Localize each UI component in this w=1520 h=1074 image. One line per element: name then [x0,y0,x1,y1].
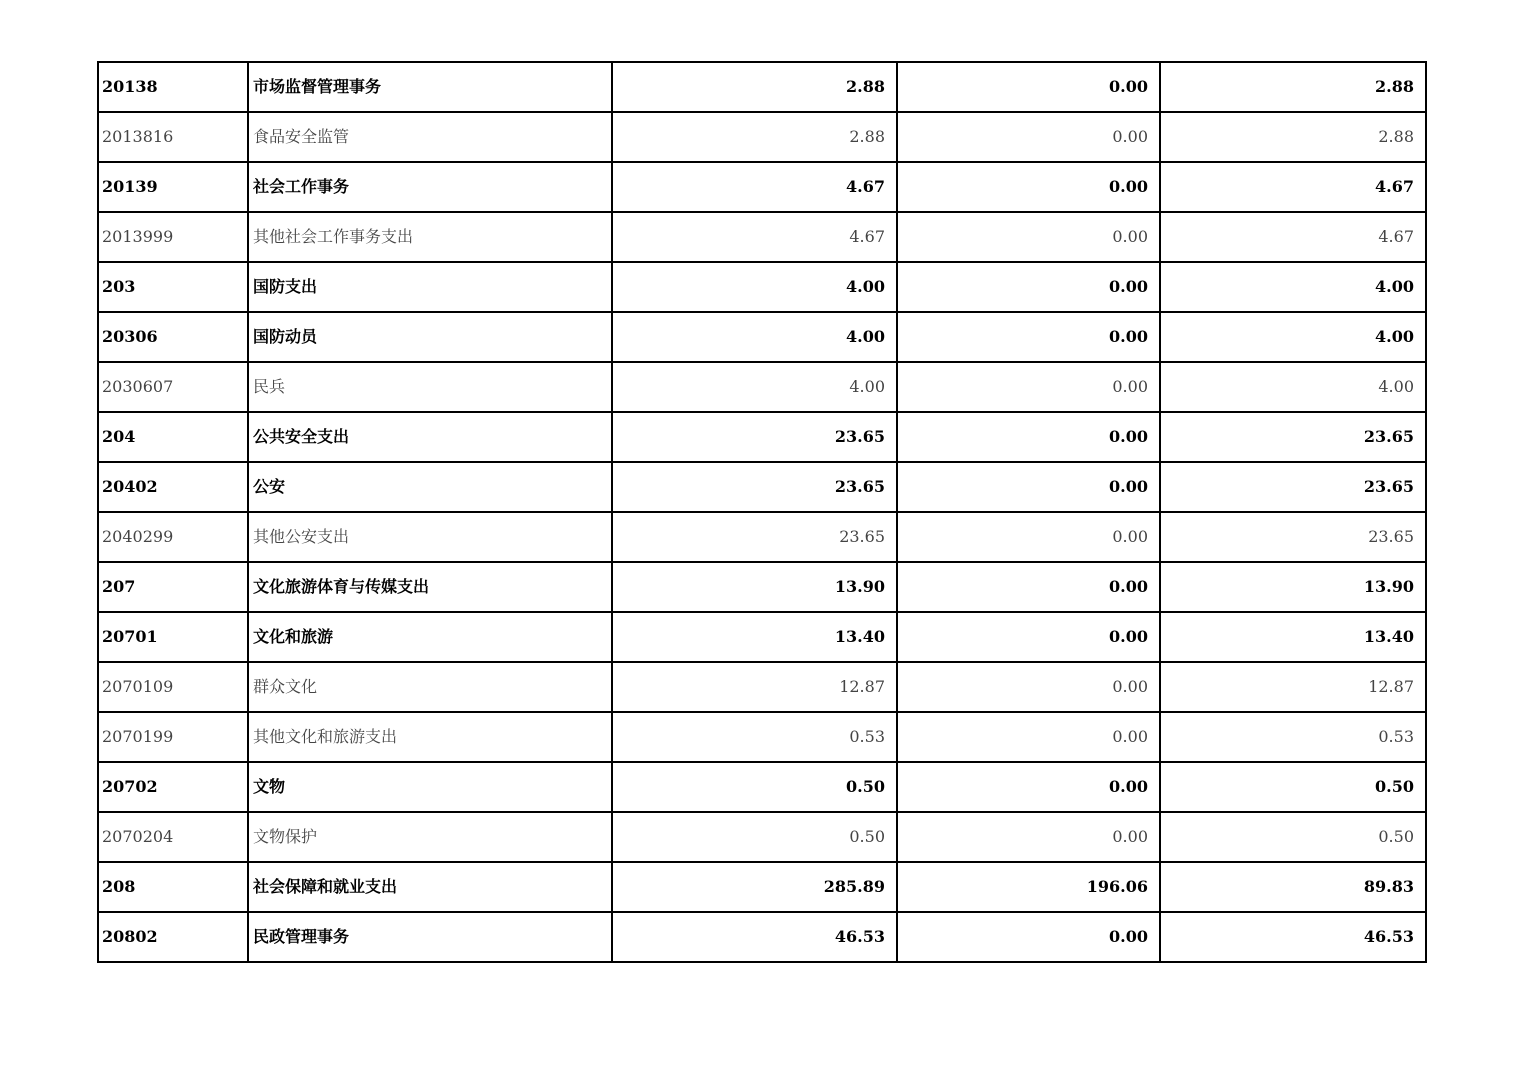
table-row [98,762,1426,812]
cell-basic: 0.00 [897,612,1160,662]
cell-basic: 0.00 [897,562,1160,612]
cell-code: 2013816 [98,112,248,162]
cell-name: 食品安全监管 [248,112,612,162]
cell-basic: 0.00 [897,462,1160,512]
cell-basic: 0.00 [897,62,1160,112]
cell-code: 20702 [98,762,248,812]
cell-total: 4.67 [612,162,897,212]
cell-total: 13.40 [612,612,897,662]
cell-code: 2013999 [98,212,248,262]
cell-basic: 0.00 [897,162,1160,212]
cell-project: 23.65 [1160,462,1426,512]
cell-total: 12.87 [612,662,897,712]
cell-code: 207 [98,562,248,612]
cell-project: 12.87 [1160,662,1426,712]
cell-total: 2.88 [612,62,897,112]
cell-name: 其他公安支出 [248,512,612,562]
cell-name: 其他文化和旅游支出 [248,712,612,762]
cell-project: 13.40 [1160,612,1426,662]
cell-code: 2040299 [98,512,248,562]
cell-basic: 0.00 [897,512,1160,562]
cell-project: 23.65 [1160,512,1426,562]
cell-basic: 0.00 [897,112,1160,162]
cell-basic: 0.00 [897,812,1160,862]
cell-name: 文化旅游体育与传媒支出 [248,562,612,612]
table-row [98,362,1426,412]
table-row [98,912,1426,962]
cell-basic: 0.00 [897,312,1160,362]
cell-total: 4.00 [612,312,897,362]
table-row [98,312,1426,362]
cell-total: 0.50 [612,762,897,812]
cell-name: 国防支出 [248,262,612,312]
budget-table [97,61,1427,963]
cell-code: 2070204 [98,812,248,862]
cell-project: 4.67 [1160,212,1426,262]
table-row [98,562,1426,612]
table-row [98,462,1426,512]
cell-project: 4.00 [1160,262,1426,312]
table-row [98,412,1426,462]
cell-code: 204 [98,412,248,462]
cell-name: 文化和旅游 [248,612,612,662]
cell-code: 20802 [98,912,248,962]
cell-code: 208 [98,862,248,912]
cell-project: 23.65 [1160,412,1426,462]
cell-total: 4.00 [612,262,897,312]
cell-project: 46.53 [1160,912,1426,962]
cell-project: 2.88 [1160,112,1426,162]
cell-code: 20701 [98,612,248,662]
table-row [98,662,1426,712]
cell-name: 群众文化 [248,662,612,712]
cell-code: 20138 [98,62,248,112]
cell-project: 13.90 [1160,562,1426,612]
table-row [98,212,1426,262]
cell-code: 20139 [98,162,248,212]
cell-code: 203 [98,262,248,312]
cell-name: 国防动员 [248,312,612,362]
cell-name: 其他社会工作事务支出 [248,212,612,262]
cell-total: 13.90 [612,562,897,612]
cell-name: 公共安全支出 [248,412,612,462]
cell-project: 0.50 [1160,762,1426,812]
cell-total: 4.67 [612,212,897,262]
cell-project: 4.00 [1160,362,1426,412]
cell-name: 文物 [248,762,612,812]
cell-basic: 0.00 [897,262,1160,312]
cell-project: 2.88 [1160,62,1426,112]
cell-project: 4.67 [1160,162,1426,212]
table-row [98,112,1426,162]
table-row [98,712,1426,762]
cell-basic: 0.00 [897,212,1160,262]
cell-basic: 196.06 [897,862,1160,912]
cell-total: 0.50 [612,812,897,862]
cell-basic: 0.00 [897,362,1160,412]
table-row [98,612,1426,662]
table-row [98,162,1426,212]
cell-code: 2070109 [98,662,248,712]
table-body [98,62,1426,962]
cell-total: 46.53 [612,912,897,962]
cell-name: 民兵 [248,362,612,412]
table-row [98,262,1426,312]
cell-project: 0.50 [1160,812,1426,862]
cell-name: 市场监督管理事务 [248,62,612,112]
cell-project: 0.53 [1160,712,1426,762]
cell-basic: 0.00 [897,712,1160,762]
cell-name: 民政管理事务 [248,912,612,962]
cell-project: 89.83 [1160,862,1426,912]
cell-name: 文物保护 [248,812,612,862]
cell-code: 20402 [98,462,248,512]
cell-total: 23.65 [612,512,897,562]
cell-code: 2030607 [98,362,248,412]
cell-total: 2.88 [612,112,897,162]
cell-project: 4.00 [1160,312,1426,362]
table-row [98,812,1426,862]
cell-basic: 0.00 [897,762,1160,812]
cell-total: 4.00 [612,362,897,412]
cell-basic: 0.00 [897,662,1160,712]
cell-name: 社会保障和就业支出 [248,862,612,912]
cell-basic: 0.00 [897,412,1160,462]
cell-name: 社会工作事务 [248,162,612,212]
table-row [98,62,1426,112]
cell-basic: 0.00 [897,912,1160,962]
cell-code: 20306 [98,312,248,362]
table-row [98,512,1426,562]
cell-name: 公安 [248,462,612,512]
table-row [98,862,1426,912]
cell-total: 23.65 [612,462,897,512]
cell-total: 23.65 [612,412,897,462]
cell-total: 0.53 [612,712,897,762]
cell-total: 285.89 [612,862,897,912]
cell-code: 2070199 [98,712,248,762]
